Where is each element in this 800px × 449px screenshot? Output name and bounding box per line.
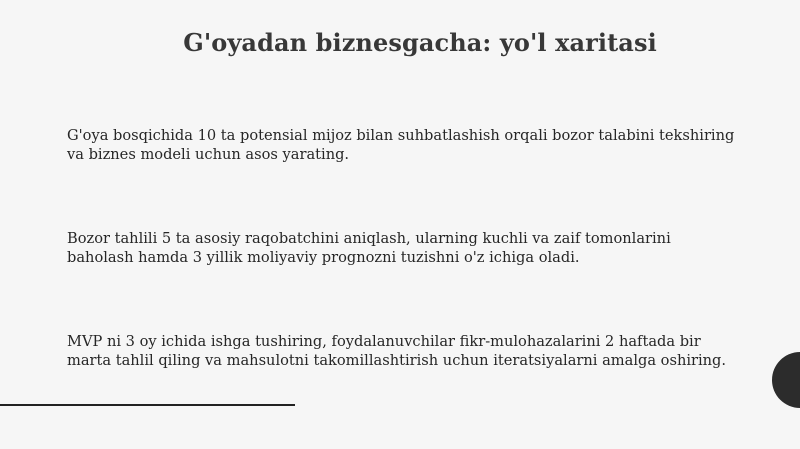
slide-title: G'oyadan biznesgacha: yo'l xaritasi [183, 28, 657, 57]
decorative-circle [772, 352, 800, 408]
paragraph-market-analysis: Bozor tahlili 5 ta asosiy raqobatchini aniqlash, ularning kuchli va zaif tomonlarini baholash hamda 3 yillik moliyaviy prognozni tuzishni o'z ichiga oladi. [67, 230, 671, 266]
decorative-line [0, 404, 295, 406]
paragraph-idea-stage: G'oya bosqichida 10 ta potensial mijoz bilan suhbatlashish orqali bozor talabini tekshiring va biznes modeli uchun asos yarating. [67, 127, 735, 163]
paragraph-mvp: MVP ni 3 oy ichida ishga tushiring, foydalanuvchilar fikr-mulohazalarini 2 haftada bir marta tahlil qiling va mahsulotni takomillashtirish uchun iteratsiyalarni amalga oshiring. [67, 333, 727, 369]
